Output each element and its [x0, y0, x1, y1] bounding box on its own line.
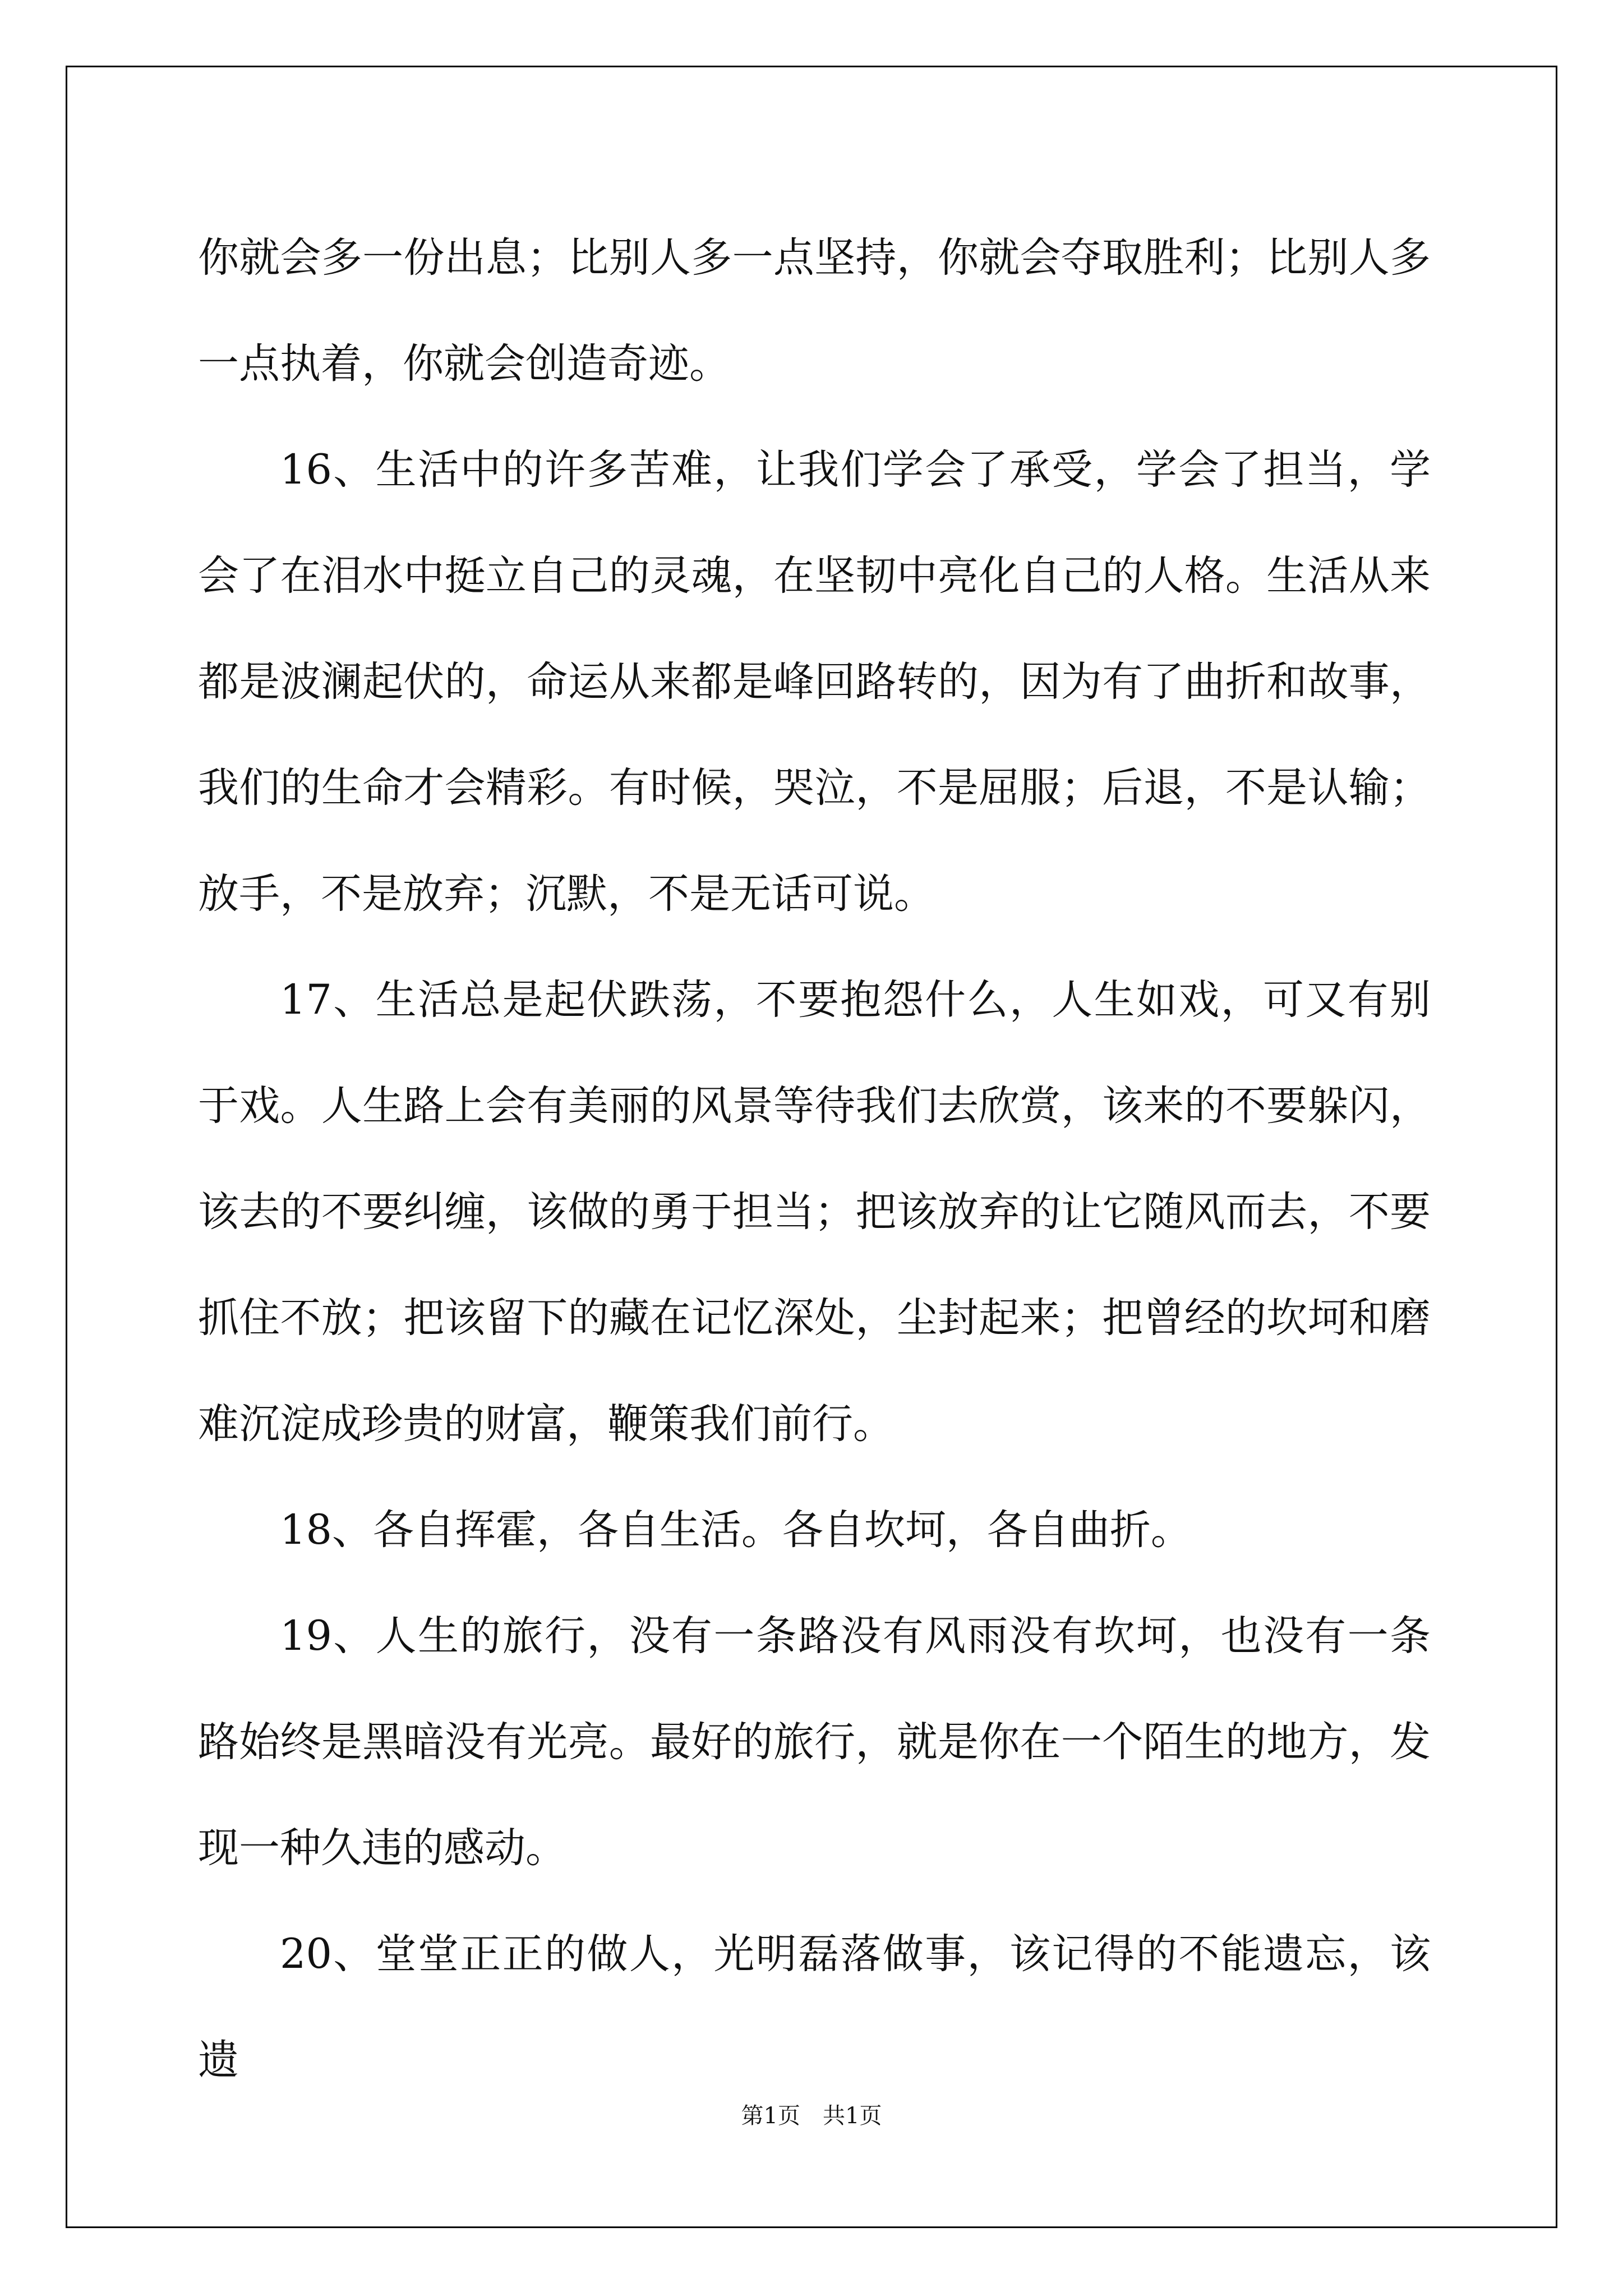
paragraph-16: 16、生活中的许多苦难，让我们学会了承受，学会了担当，学会了在泪水中挺立自己的灵魂，在坚韧中亮化自己的人格。生活从来都是波澜起伏的，命运从来都是峰回路转的，因为有了曲折和故事，我们的生命才会精彩。有时候，哭泣，不是屈服；后退，不是认输；放手，不是放弃；沉默，不是无话可说。: [198, 446, 1431, 918]
page-number-footer: 第1页 共1页: [741, 2103, 882, 2129]
paragraph-19: 19、人生的旅行，没有一条路没有风雨没有坎坷，也没有一条路始终是黑暗没有光亮。最好的旅行，就是你在一个陌生的地方，发现一种久违的感动。: [198, 1612, 1431, 1872]
paragraph: 你就会多一份出息；比别人多一点坚持，你就会夺取胜利；比别人多一点执着，你就会创造奇迹。: [198, 234, 1431, 388]
paragraph-18: 18、各自挥霍，各自生活。各自坎坷，各自曲折。: [280, 1506, 1192, 1554]
paragraph-20: 20、堂堂正正的做人，光明磊落做事，该记得的不能遗忘，该遗: [198, 1930, 1431, 2084]
document-body: [198, 205, 1431, 2113]
paragraph-17: 17、生活总是起伏跌荡，不要抱怨什么，人生如戏，可又有别于戏。人生路上会有美丽的风景等待我们去欣赏，该来的不要躲闪，该去的不要纠缠，该做的勇于担当；把该放弃的让它随风而去，不要抓住不放；把该留下的藏在记忆深处，尘封起来；把曾经的坎坷和磨难沉淀成珍贵的财富，鞭策我们前行。: [198, 976, 1431, 1448]
